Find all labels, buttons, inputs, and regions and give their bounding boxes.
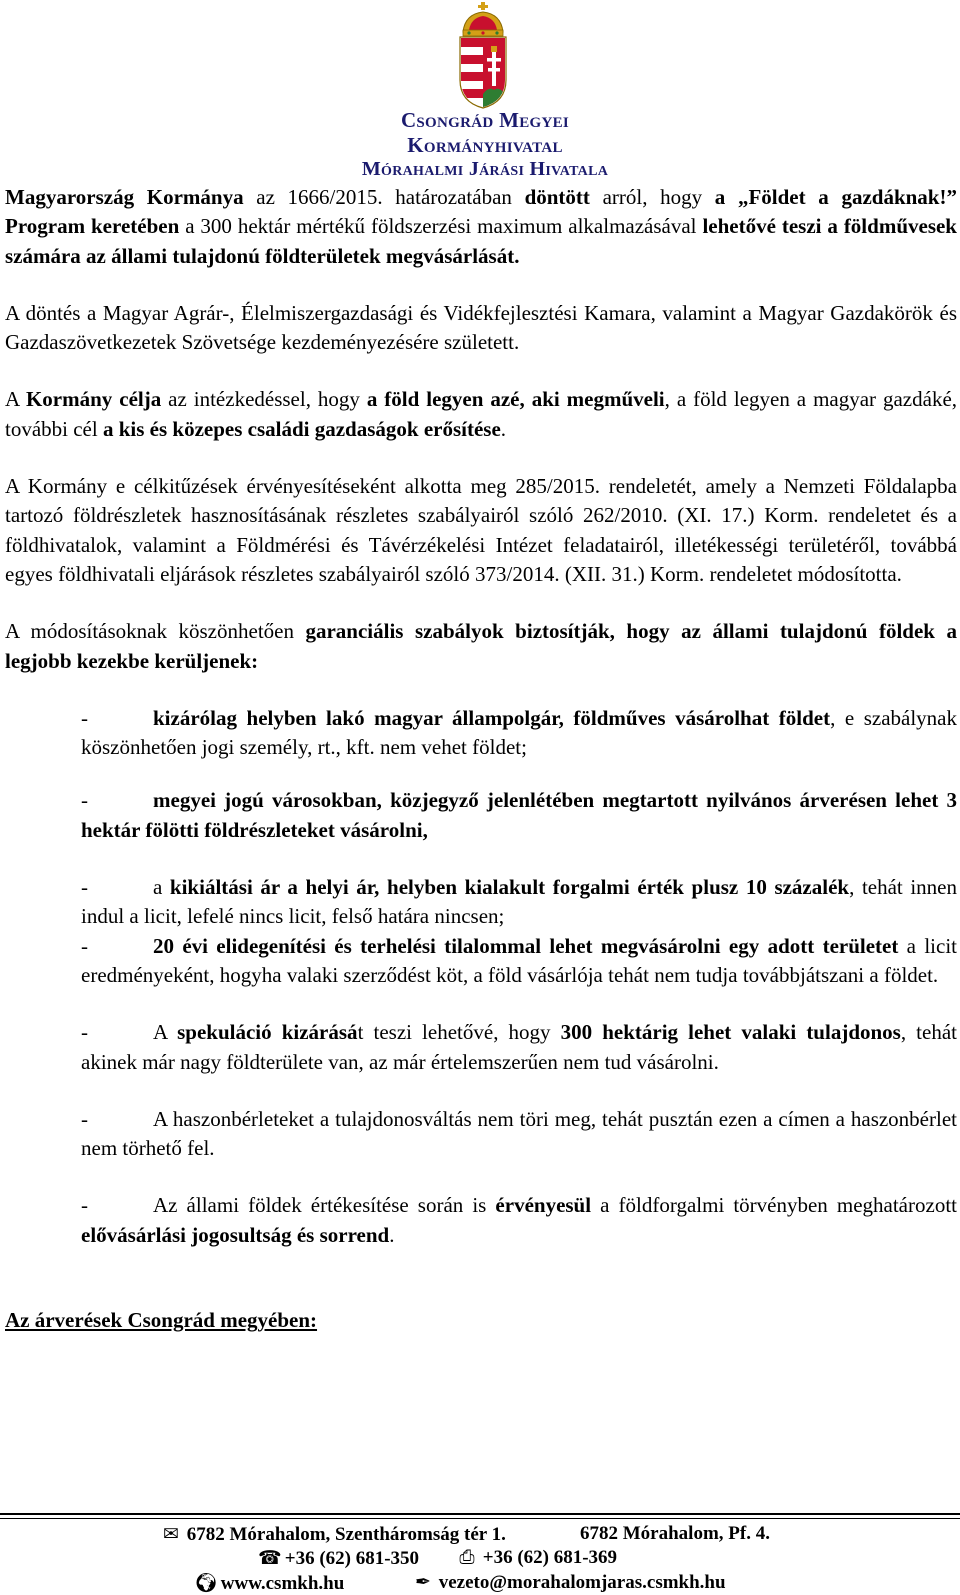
text-span: A	[153, 1020, 178, 1045]
section-heading	[5, 1306, 957, 1335]
bold-span: megyei jogú városokban, közjegyző jelenlétében megtartott nyilvános árverésen lehet 3 hektár fölötti földrészleteket vásárolni,	[81, 788, 957, 842]
list-item-text	[81, 1018, 957, 1077]
list-dash: -	[81, 1106, 88, 1131]
paragraph-amendments	[5, 617, 957, 676]
bold-span: Magyarország Kormánya	[5, 185, 244, 209]
paragraph-decision: A döntés a Magyar Agrár-, Élelmiszergazdasági és Vidékfejlesztési Kamara, valamint a Magyar Gazdakörök és Gazdaszövetkezetek Szövetsége kezdeményezésére született.	[5, 300, 957, 355]
footer-rule	[0, 1513, 960, 1515]
text-span: A haszonbérleteket a tulajdonosváltás nem töri meg, tehát pusztán ezen a címen a haszonbérlet nem törhető fel.	[81, 1106, 957, 1161]
bold-span: döntött	[524, 185, 590, 209]
paragraph-regulation: A Kormány e célkitűzések érvényesítéseként alkotta meg 285/2015. rendeletét, amely a Nemzeti Földalapba tartozó földrészletek hasznosításának részletes szabályairól szóló 262/2010. (XI. 17.) Korm. rendeletet és a földhivatalok, valamint a Földmérési és Távérzékelési Intézet feladatairól, illetékességi területéről, továbbá egyes földhivatali eljárások részletes szabályairól szóló 373/2014. (XII. 31.) Korm. rendeletet módosította.	[5, 474, 957, 586]
list-dash: -	[81, 788, 88, 813]
list-item	[5, 786, 957, 845]
bold-span: lehetővé teszi a földművesek számára az állami tulajdonú földterületek megvásárlását.	[5, 214, 957, 268]
org-name-line-2: Kormányhivatal	[407, 133, 563, 157]
text-span: .	[389, 1222, 395, 1247]
list-dash: -	[81, 1193, 88, 1218]
text-span: a	[153, 875, 170, 900]
footer-email-link[interactable]: vezeto@morahalomjaras.csmkh.hu	[438, 1572, 726, 1593]
mail-icon: ✉	[163, 1524, 179, 1545]
footer-address-text: 6782 Mórahalom, Szentháromság tér 1.	[186, 1524, 506, 1545]
section-heading-text: Az árverések Csongrád megyében:	[5, 1308, 318, 1333]
text-span: az 1666/2015. határozatában	[243, 185, 525, 209]
list-dash: -	[81, 875, 88, 900]
footer-email[interactable]	[412, 1571, 726, 1594]
text-span: a licit eredményeként, hogyha valaki szerződést köt, a föld vásárlója tehát nem tudja továbbjátszani a földet.	[81, 933, 957, 987]
list-item	[5, 1018, 957, 1077]
text-span: az intézkedéssel, hogy	[161, 387, 367, 412]
list-item-text	[81, 786, 957, 845]
list-item	[5, 704, 957, 763]
text-span: Az állami földek értékesítése során is	[153, 1193, 496, 1218]
text-span: , tehát innen indul a licit, lefelé nincs licit, felső határa nincsen;	[81, 875, 958, 929]
footer-fax	[456, 1547, 617, 1569]
list-dash: -	[81, 1020, 88, 1045]
letterhead	[0, 0, 960, 180]
fax-icon: ⎙	[459, 1547, 475, 1568]
text-span: arról, hogy	[589, 185, 715, 209]
bold-span: 300 hektárig lehet valaki tulajdonos	[560, 1020, 901, 1045]
text-span: t teszi lehetővé, hogy	[357, 1020, 561, 1045]
text-span: a földforgalmi törvényben meghatározott	[591, 1193, 957, 1218]
bold-span: kikiáltási ár a helyi ár, helyben kialakult forgalmi érték plusz 10 százalék	[169, 875, 850, 900]
bold-span: Kormány célja	[25, 387, 162, 412]
footer-address	[160, 1523, 506, 1546]
list-item	[5, 1105, 957, 1164]
bold-span: elővásárlási jogosultság és sorrend	[81, 1222, 390, 1247]
bold-span: 20 évi elidegenítési és terhelési tilalommal lehet megvásárolni egy adott területet	[153, 933, 899, 958]
list-dash: -	[81, 705, 88, 730]
list-dash: -	[81, 933, 88, 958]
footer	[0, 1513, 960, 1594]
footer-web[interactable]	[194, 1571, 344, 1595]
text-span: A módosításoknak köszönhetően	[5, 619, 306, 644]
text-span: A	[5, 387, 26, 412]
bold-span: a föld legyen azé, aki megműveli	[366, 387, 665, 412]
bold-span: kizárólag helyben lakó magyar állampolgár, földműves vásárolhat földet	[153, 705, 831, 730]
text-span: , tehát akinek már nagy földterülete van, az már értelemszerűen nem tud vásárolni.	[81, 1020, 957, 1074]
text-span: .	[500, 416, 507, 441]
phone-icon: ☎	[258, 1548, 282, 1569]
bold-span: érvényesül	[495, 1193, 592, 1218]
list-item-text	[81, 932, 957, 991]
text-span: , e szabálynak köszönhetően jogi személy, rt., kft. nem vehet földet;	[81, 705, 957, 760]
footer-fax-text: +36 (62) 681-369	[482, 1547, 618, 1568]
paragraph-goal	[5, 385, 957, 444]
globe-icon: 🌍︎	[194, 1573, 219, 1594]
list-item-text	[81, 873, 957, 932]
footer-web-link[interactable]: www.csmkh.hu	[220, 1573, 345, 1594]
text-span: a 300 hektár mértékű földszerzési maximum alkalmazásával	[179, 214, 703, 239]
list-item	[5, 932, 957, 991]
list-item	[5, 873, 957, 932]
list-item-text	[81, 1191, 957, 1250]
hungarian-coat-of-arms-icon	[455, 2, 511, 110]
paragraph-intro	[5, 183, 957, 271]
bold-span: garanciális szabályok biztosítják, hogy az állami tulajdonú földek a legjobb kezekbe kerüljenek:	[5, 619, 957, 673]
list-item-text	[81, 704, 957, 763]
list-item	[5, 1191, 957, 1250]
footer-phone-text: +36 (62) 681-350	[284, 1548, 420, 1569]
org-name-line-3: Mórahalmi Járási Hivatala	[361, 158, 609, 180]
footer-postal: 6782 Mórahalom, Pf. 4.	[580, 1523, 770, 1544]
org-name-line-1: Csongrád Megyei	[400, 108, 570, 132]
bold-span: a kis és közepes családi gazdaságok erősítése	[102, 416, 501, 441]
footer-rule	[0, 1518, 960, 1519]
document-body	[5, 183, 957, 1335]
list-item-text	[81, 1105, 957, 1164]
bold-span: spekuláció kizárásá	[177, 1020, 358, 1045]
text-span: , a föld legyen a magyar gazdáké, további cél	[5, 387, 958, 441]
bold-span: a „Földet a gazdáknak!” Program keretében	[5, 185, 957, 239]
pen-icon: ✒	[415, 1572, 431, 1593]
footer-phone	[258, 1547, 419, 1570]
